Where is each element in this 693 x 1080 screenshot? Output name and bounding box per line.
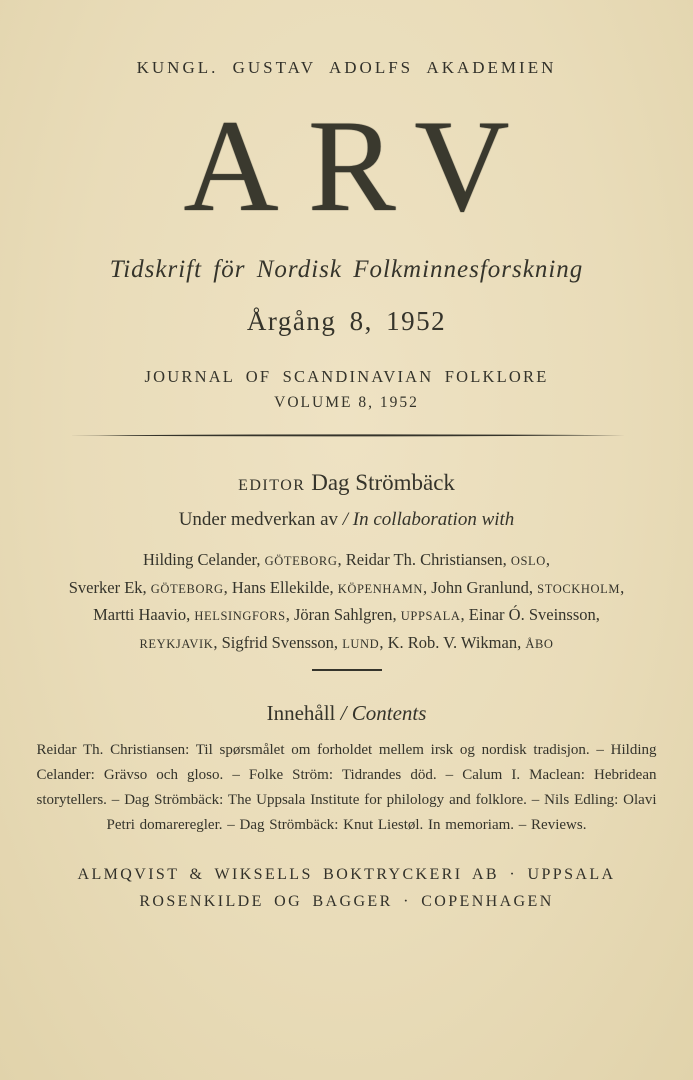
text-segment: , Hans Ellekilde, xyxy=(223,577,338,597)
text-segment: Martti Haavio, xyxy=(93,605,195,624)
text-segment: LUND xyxy=(342,636,380,651)
editor-line xyxy=(0,470,693,496)
text-segment: GÖTEBORG xyxy=(150,581,224,596)
short-divider-rule xyxy=(312,669,382,671)
collaborators-line-4 xyxy=(0,630,693,658)
text-segment: , Reidar Th. Christiansen, xyxy=(337,550,511,569)
text-segment: Dag Strömbäck xyxy=(305,470,455,495)
text-segment: UPPSALA xyxy=(400,609,461,623)
text-segment: , Sigfrid Svensson, xyxy=(213,632,343,652)
text-segment: Hilding Celander, xyxy=(142,550,265,569)
journal-title-english: JOURNAL OF SCANDINAVIAN FOLKLORE xyxy=(144,367,549,386)
text-segment: , Jöran Sahlgren, xyxy=(285,605,401,624)
text-segment: Under medverkan av xyxy=(178,509,343,530)
text-segment: REYKJAVIK xyxy=(139,636,214,651)
text-segment: , Einar Ó. Sveinsson, xyxy=(460,605,600,624)
publisher-block xyxy=(0,866,693,911)
text-segment: STOCKHOLM xyxy=(537,581,621,596)
collaborators-line-1 xyxy=(0,547,693,575)
text-segment: Sverker Ek, xyxy=(68,577,151,597)
contents-heading xyxy=(0,701,693,726)
text-segment: OSLO xyxy=(510,554,546,568)
text-segment: , K. Rob. V. Wikman, xyxy=(379,632,526,652)
text-segment: GÖTEBORG xyxy=(264,554,338,568)
journal-subtitle-swedish: Tidskrift för Nordisk Folkminnesforskning xyxy=(109,256,584,283)
text-segment: Contents xyxy=(351,701,427,725)
publisher-line-copenhagen: ROSENKILDE OG BAGGER · COPENHAGEN xyxy=(139,893,554,910)
collaborators-list xyxy=(0,547,693,657)
text-segment: ÅBO xyxy=(525,636,554,651)
text-segment: / xyxy=(340,701,352,725)
academy-name: KUNGL. GUSTAV ADOLFS AKADEMIEN xyxy=(136,58,557,77)
contents-paragraph: Reidar Th. Christiansen: Til spørsmålet om forholdet mellem irsk og nordisk tradisjon. – Hilding Celander: Grävso och gloso. – Folke Ström: Tidrandes död. – Calum I. Maclean: Hebridean storytellers. – Dag Strömbäck: The Uppsala Institute for philology and folklore. – Nils Edling: Olavi Petri domareregler. – Dag Strömbäck: Knut Liestøl. In memoriam. – Reviews. xyxy=(36,742,657,833)
swelled-rule-shape xyxy=(69,433,625,438)
collaborators-line-3 xyxy=(0,602,693,630)
text-segment: In collaboration with xyxy=(352,509,515,530)
volume-line-swedish: Årgång 8, 1952 xyxy=(246,306,447,336)
journal-logo: ARV xyxy=(183,92,539,239)
collaboration-intro-line xyxy=(0,509,693,531)
text-segment: HELSINGFORS xyxy=(194,609,286,623)
text-segment: , John Granlund, xyxy=(423,577,538,597)
text-segment: KÖPENHAMN xyxy=(337,581,424,596)
text-segment: , xyxy=(545,550,551,569)
text-segment: EDITOR xyxy=(238,477,306,494)
text-segment: Innehåll xyxy=(266,701,341,725)
text-segment: / xyxy=(342,509,353,530)
text-segment: , xyxy=(620,577,625,597)
volume-line-english: VOLUME 8, 1952 xyxy=(274,394,419,411)
publisher-line-uppsala: ALMQVIST & WIKSELLS BOKTRYCKERI AB · UPPSALA xyxy=(77,866,616,883)
collaborators-line-2 xyxy=(0,575,693,603)
wide-divider-rule xyxy=(0,433,693,438)
